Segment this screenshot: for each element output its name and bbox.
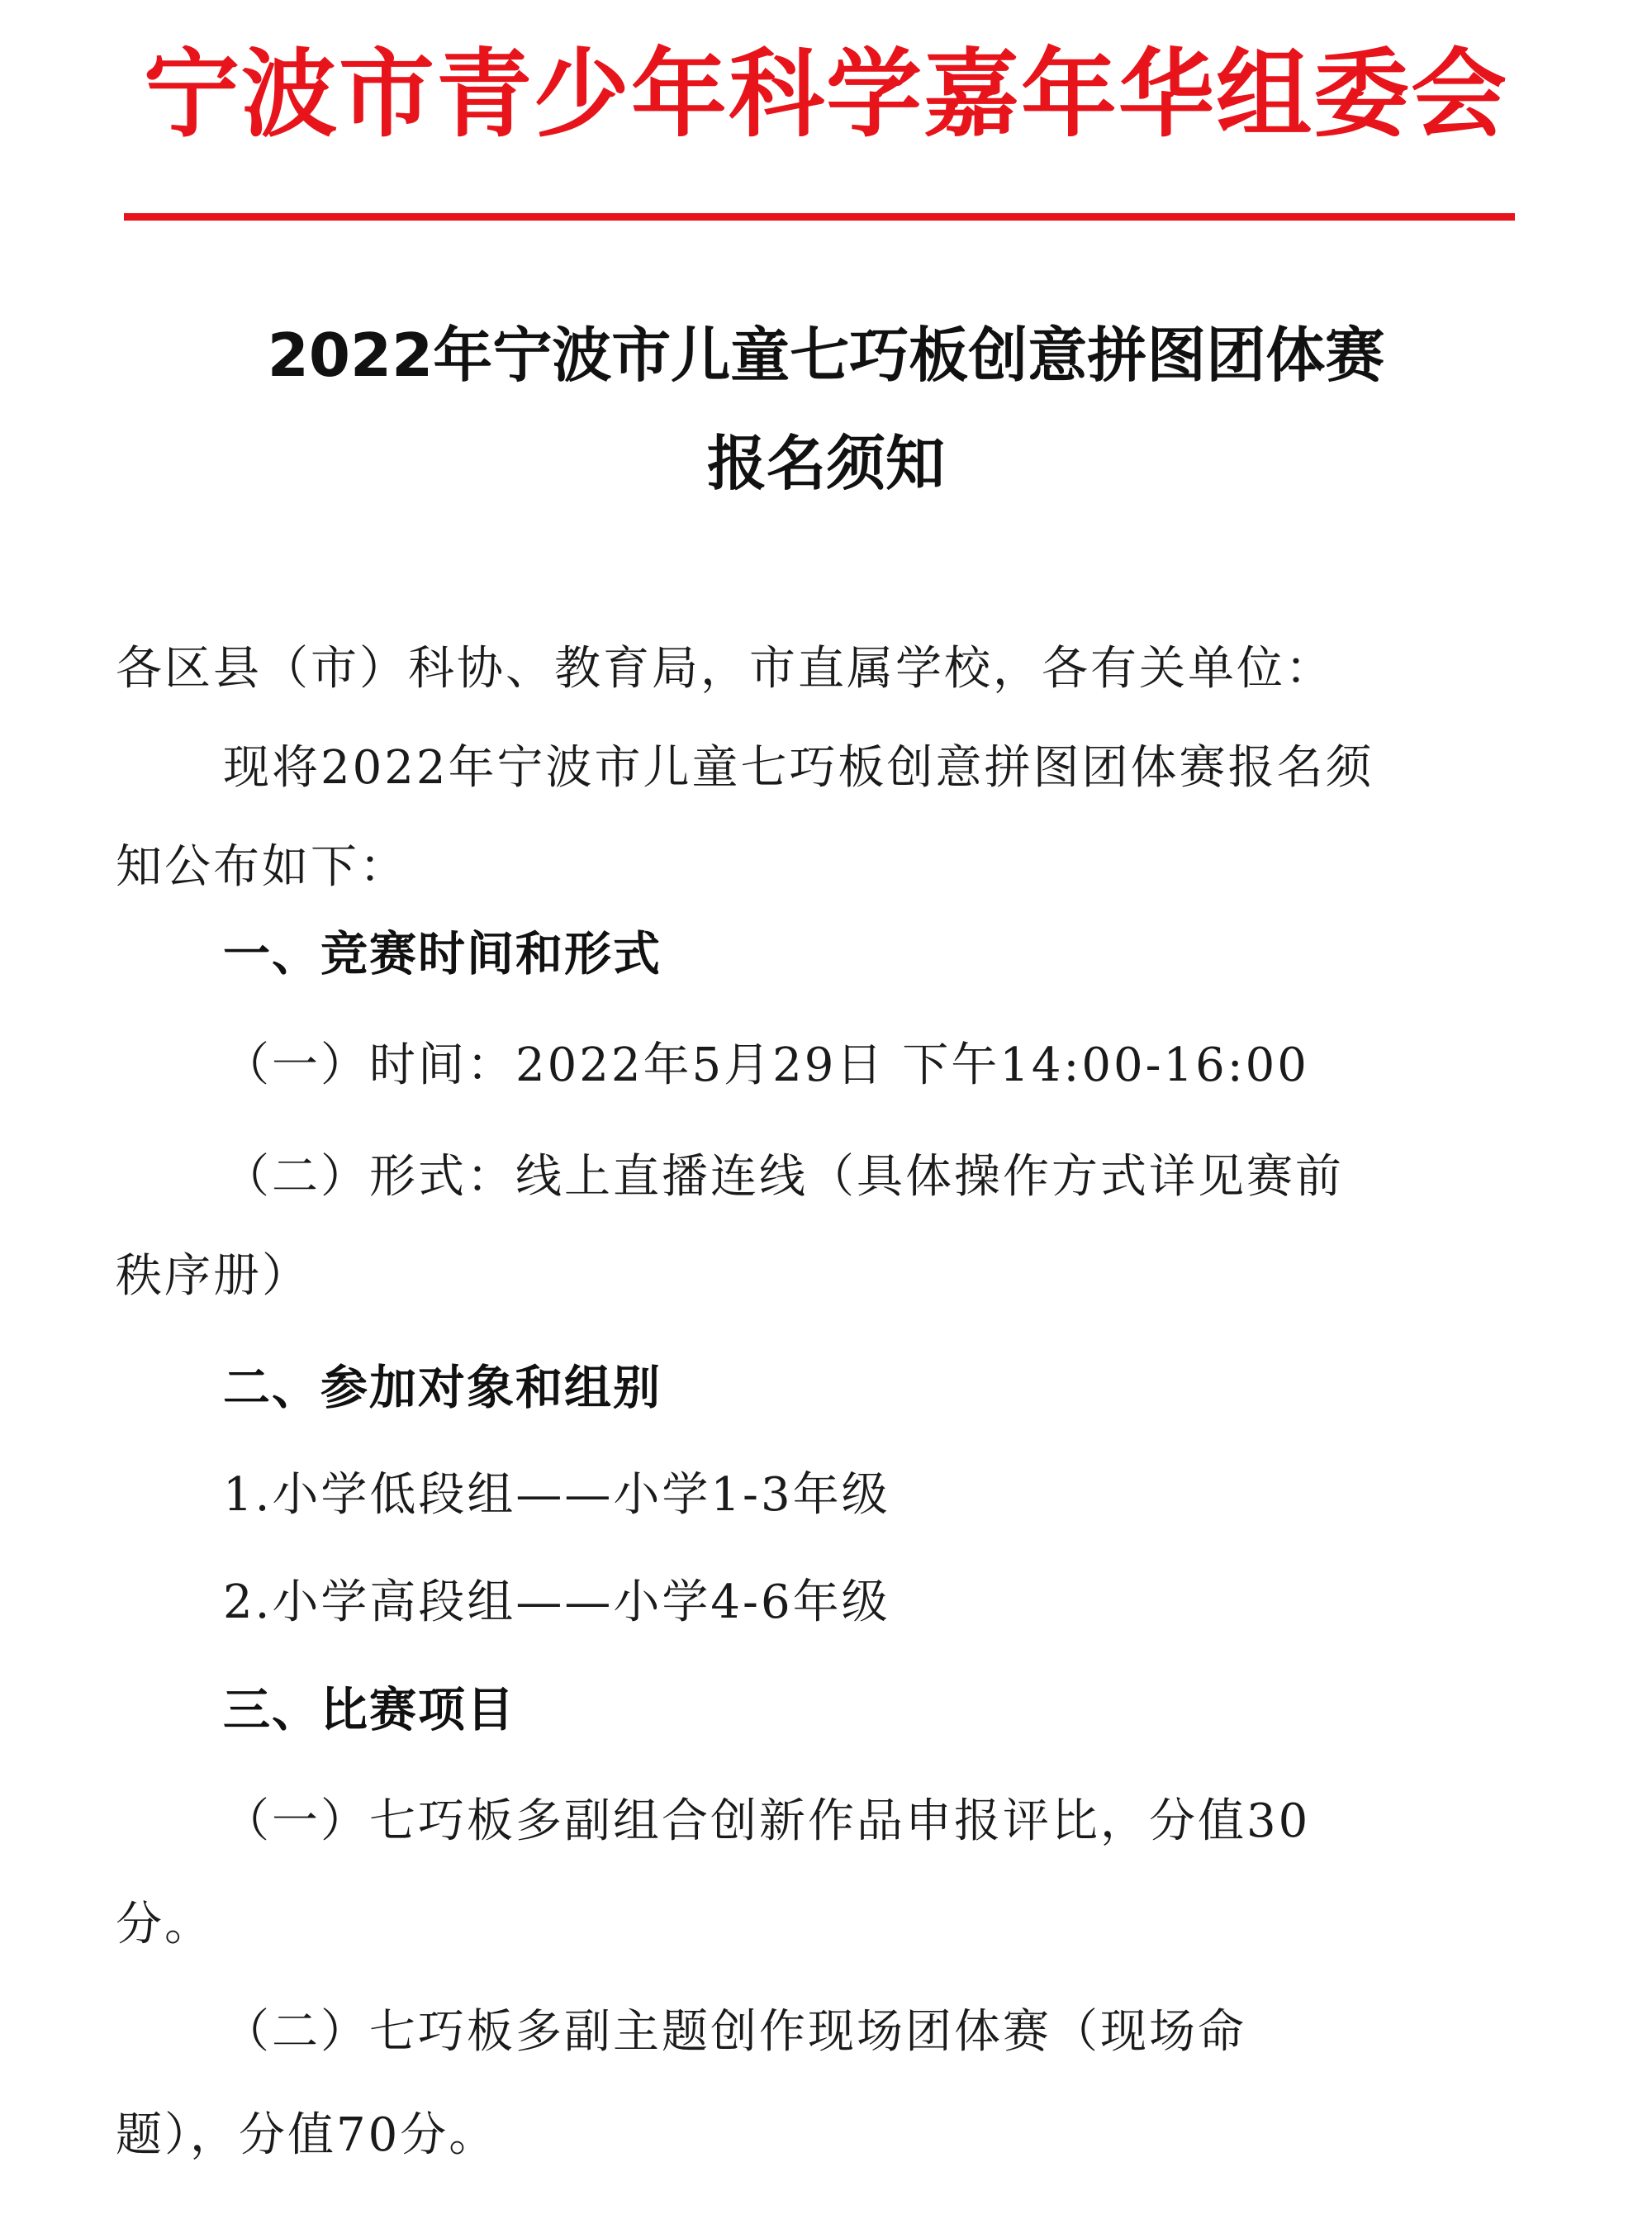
document-title-line-2: 报名须知 [706,429,945,498]
salutation: 各区县（市）科协、教育局，市直属学校，各有关单位： [116,642,1334,696]
section-3-line-1: （一）七巧板多副组合创新作品申报评比，分值30 [223,1794,1311,1848]
intro-line-2: 知公布如下： [116,840,408,894]
section-1-line-1: （一）时间：2022年5月29日 下午14:00-16:00 [223,1038,1309,1092]
section-2-line-1: 1.小学低段组——小学1-3年级 [223,1468,890,1522]
document-title-line-1: 2022年宁波市儿童七巧板创意拼图团体赛 [267,321,1385,390]
section-2-line-2: 2.小学高段组——小学4-6年级 [223,1575,890,1629]
section-3-line-2: 分。 [116,1898,213,1951]
section-1-line-2: （二）形式：线上直播连线（具体操作方式详见赛前 [223,1150,1344,1204]
section-heading-3: 三、比赛项目 [223,1683,515,1737]
section-3-line-3: （二）七巧板多副主题创作现场团体赛（现场命 [223,2005,1246,2059]
intro-line-1: 现将2022年宁波市儿童七巧板创意拼图团体赛报名须 [223,741,1374,795]
section-heading-1: 一、竞赛时间和形式 [223,927,662,981]
letterhead-organization: 宁波市青少年科学嘉年华组委会 [144,39,1508,150]
section-3-line-4: 题），分值70分。 [116,2108,498,2162]
section-1-line-3: 秩序册） [116,1249,311,1303]
section-heading-2: 二、参加对象和组别 [223,1361,662,1415]
letterhead-red-rule [124,213,1515,221]
